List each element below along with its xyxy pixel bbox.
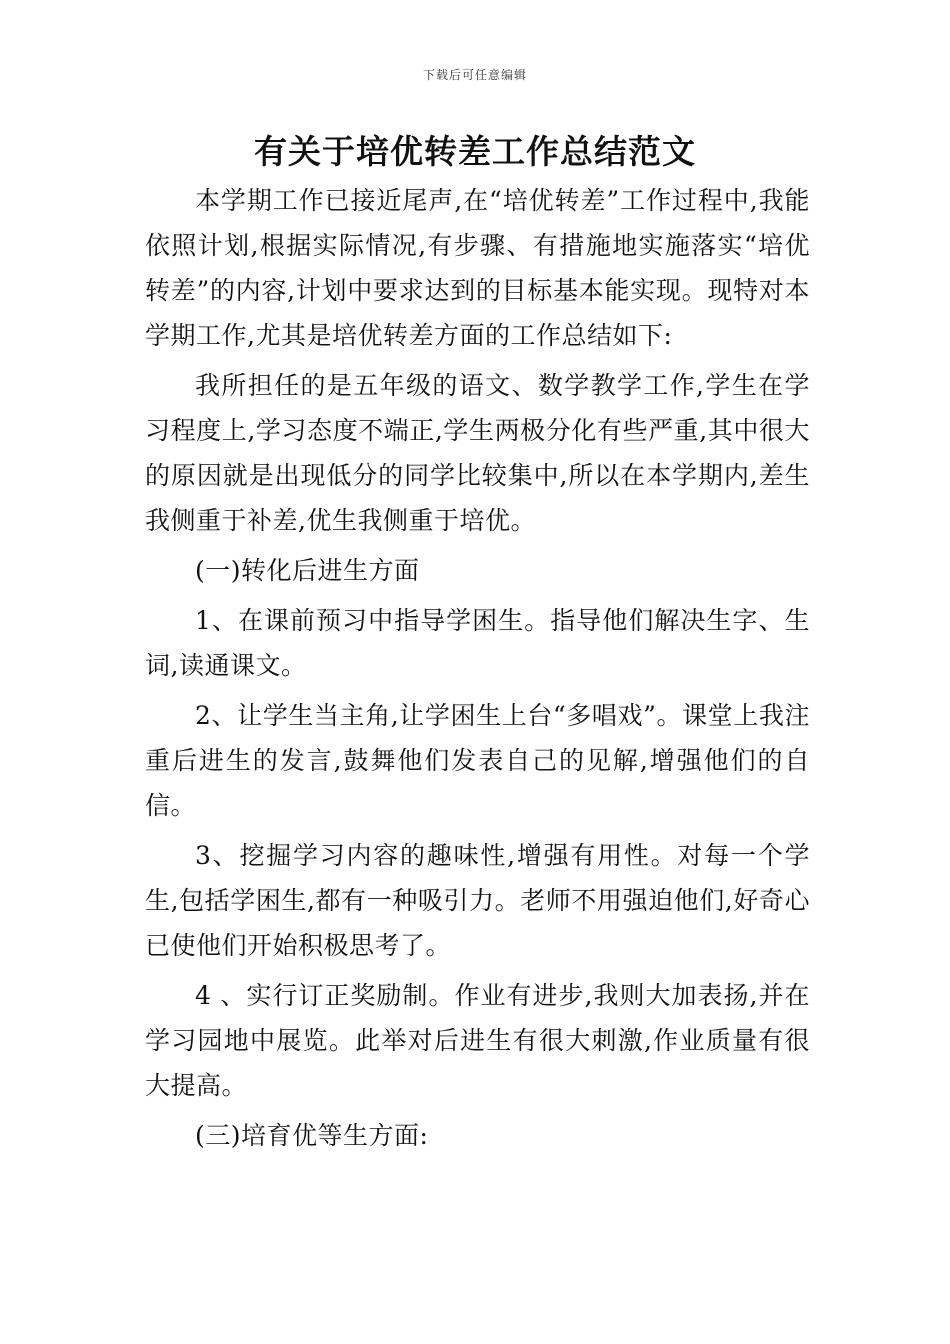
list-item-4: 4 、实行订正奖励制。作业有进步,我则大加表扬,并在学习园地中展览。此举对后进生有很大刺激,作业质量有很大提高。	[145, 981, 810, 1100]
list-item-1: 1、在课前预习中指导学困生。指导他们解决生字、生词,读通课文。	[145, 606, 810, 680]
section-heading-top-students: (三)培育优等生方面:	[195, 1121, 429, 1150]
paragraph-teaching-situation: 我所担任的是五年级的语文、数学教学工作,学生在学习程度上,学习态度不端正,学生两极分化有些严重,其中很大的原因就是出现低分的同学比较集中,所以在本学期内,差生我侧重于补差,优生我侧重于培优。	[145, 371, 810, 535]
document-body	[145, 178, 810, 1158]
page-header-note: 下载后可任意编辑	[422, 68, 527, 82]
section-heading-lagging-students: (一)转化后进生方面	[195, 556, 420, 585]
paragraph-intro: 本学期工作已接近尾声,在“培优转差”工作过程中,我能依照计划,根据实际情况,有步骤、有措施地实施落实“培优转差”的内容,计划中要求达到的目标基本能实现。现特对本学期工作,尤其是培优转差方面的工作总结如下:	[145, 186, 810, 350]
document-title: 有关于培优转差工作总结范文	[254, 132, 696, 171]
list-item-3: 3、挖掘学习内容的趣味性,增强有用性。对每一个学生,包括学困生,都有一种吸引力。老师不用强迫他们,好奇心已使他们开始积极思考了。	[145, 841, 810, 960]
list-item-2: 2、让学生当主角,让学困生上台“多唱戏”。课堂上我注重后进生的发言,鼓舞他们发表自己的见解,增强他们的自信。	[145, 701, 810, 820]
